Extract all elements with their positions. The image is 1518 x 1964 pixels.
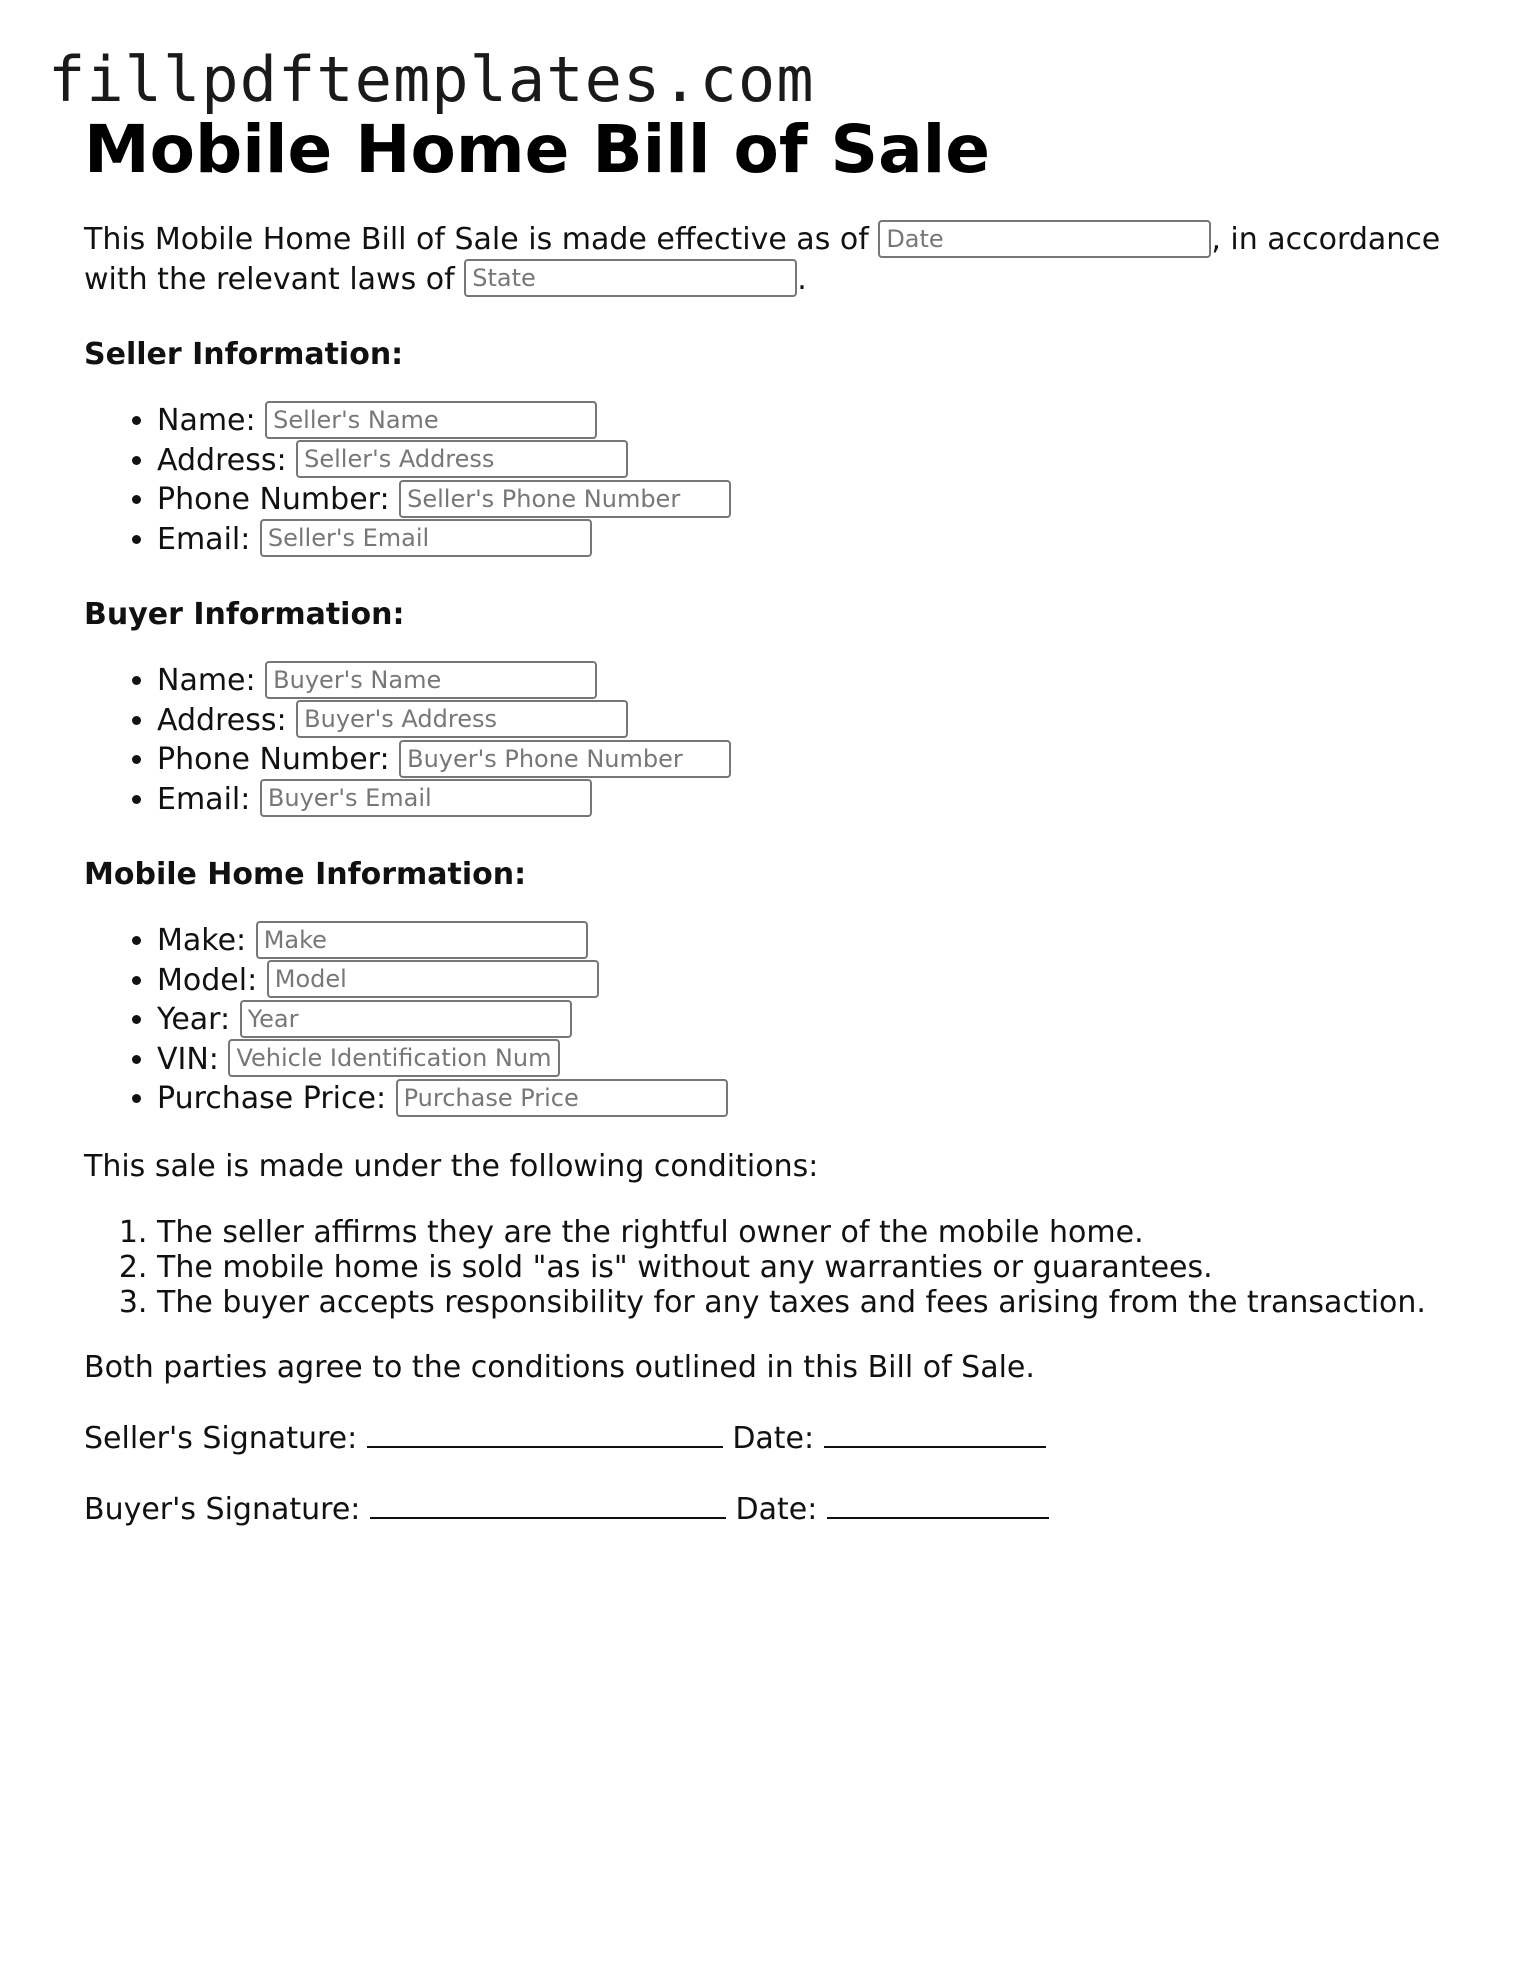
seller-address-item	[157, 441, 1464, 481]
seller-signature-line	[84, 1416, 1464, 1459]
buyer-name-label: Name:	[157, 663, 256, 698]
condition-item: 3. The buyer accepts responsibility for any taxes and fees arising from the transaction.	[157, 1285, 1464, 1320]
buyer-email-item	[157, 780, 1464, 820]
seller-name-input[interactable]	[265, 401, 597, 439]
buyer-phone-label: Phone Number:	[157, 742, 390, 777]
buyer-date-blank[interactable]	[827, 1487, 1049, 1519]
seller-email-item	[157, 520, 1464, 560]
seller-date-blank[interactable]	[824, 1416, 1046, 1448]
seller-email-label: Email:	[157, 521, 251, 557]
conditions-list	[84, 1215, 1464, 1320]
intro-paragraph	[84, 220, 1464, 299]
seller-info-list	[84, 401, 1464, 559]
seller-address-label: Address:	[157, 442, 287, 478]
mobile-home-heading: Mobile Home Information:	[84, 857, 527, 892]
model-label: Model:	[157, 962, 258, 998]
seller-address-input[interactable]	[296, 440, 628, 478]
effective-date-input[interactable]	[878, 220, 1211, 258]
buyer-address-label: Address:	[157, 702, 287, 738]
seller-signature-label: Seller's Signature:	[84, 1420, 358, 1456]
seller-name-item	[157, 401, 1464, 441]
model-input[interactable]	[267, 960, 599, 998]
seller-signature-blank[interactable]	[367, 1416, 723, 1448]
vin-label: VIN:	[157, 1041, 219, 1077]
document-title: Mobile Home Bill of Sale	[84, 111, 990, 188]
buyer-heading: Buyer Information:	[84, 597, 405, 632]
buyer-address-item	[157, 701, 1464, 741]
intro-text-3: with the relevant laws of	[84, 261, 455, 297]
intro-text-2: , in accordance	[1211, 222, 1441, 257]
seller-email-input[interactable]	[260, 519, 592, 557]
buyer-phone-input[interactable]	[399, 740, 731, 778]
make-item	[157, 921, 1464, 961]
year-input[interactable]	[240, 1000, 572, 1038]
model-item	[157, 961, 1464, 1001]
mobile-home-info-list	[84, 921, 1464, 1119]
condition-item: 2. The mobile home is sold "as is" without any warranties or guarantees.	[157, 1250, 1464, 1285]
agreement-statement: Both parties agree to the conditions outlined in this Bill of Sale.	[84, 1349, 1035, 1385]
buyer-name-item	[157, 661, 1464, 701]
purchase-price-item	[157, 1079, 1464, 1119]
year-label: Year:	[157, 1002, 231, 1037]
seller-heading: Seller Information:	[84, 337, 404, 372]
buyer-signature-line	[84, 1487, 1464, 1530]
site-watermark: fillpdftemplates.com	[48, 43, 815, 116]
intro-line-2	[84, 260, 1464, 300]
seller-phone-item	[157, 480, 1464, 520]
buyer-phone-item	[157, 740, 1464, 780]
intro-line-1	[84, 220, 1464, 260]
buyer-date-label: Date:	[735, 1491, 818, 1527]
state-input[interactable]	[464, 259, 797, 297]
buyer-address-input[interactable]	[296, 700, 628, 738]
intro-text-4: .	[797, 261, 807, 297]
purchase-price-input[interactable]	[396, 1079, 728, 1117]
vin-item	[157, 1040, 1464, 1080]
intro-text-1: This Mobile Home Bill of Sale is made effective as of	[84, 222, 869, 257]
make-input[interactable]	[256, 921, 588, 959]
buyer-email-input[interactable]	[260, 779, 592, 817]
condition-item: 1. The seller affirms they are the rightful owner of the mobile home.	[157, 1215, 1464, 1250]
buyer-signature-blank[interactable]	[370, 1487, 726, 1519]
seller-phone-label: Phone Number:	[157, 482, 390, 517]
make-label: Make:	[157, 923, 247, 958]
purchase-price-label: Purchase Price:	[157, 1081, 387, 1116]
buyer-name-input[interactable]	[265, 661, 597, 699]
seller-phone-input[interactable]	[399, 480, 731, 518]
buyer-email-label: Email:	[157, 781, 251, 817]
buyer-signature-label: Buyer's Signature:	[84, 1491, 361, 1527]
document-body	[84, 110, 1464, 1530]
seller-name-label: Name:	[157, 403, 256, 438]
vin-input[interactable]	[228, 1039, 560, 1077]
buyer-info-list	[84, 661, 1464, 819]
year-item	[157, 1000, 1464, 1040]
seller-date-label: Date:	[732, 1420, 815, 1456]
conditions-intro: This sale is made under the following conditions:	[84, 1148, 819, 1184]
